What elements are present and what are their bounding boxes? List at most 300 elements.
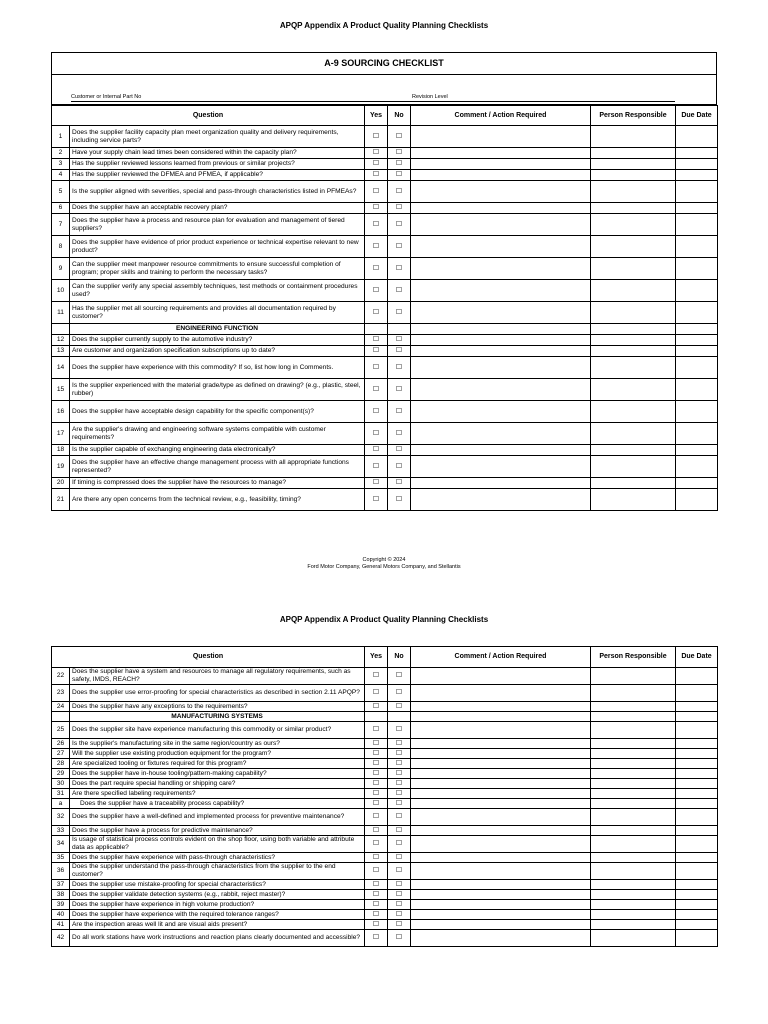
due-date-cell[interactable] bbox=[676, 379, 718, 401]
yes-checkbox[interactable]: ☐ bbox=[365, 379, 388, 401]
part-number-label: Customer or Internal Part No bbox=[71, 94, 142, 100]
question-number: 20 bbox=[52, 478, 70, 489]
comment-cell[interactable] bbox=[411, 214, 591, 236]
yes-checkbox[interactable]: ☐ bbox=[365, 159, 388, 170]
comment-cell[interactable] bbox=[411, 302, 591, 324]
comment-column-header: Comment / Action Required bbox=[411, 106, 591, 126]
due-date-cell[interactable] bbox=[676, 478, 718, 489]
question-number: 8 bbox=[52, 236, 70, 258]
checklist-row bbox=[52, 722, 718, 739]
comment-column-header: Comment / Action Required bbox=[411, 647, 591, 668]
no-checkbox[interactable]: ☐ bbox=[388, 799, 411, 809]
yes-checkbox[interactable]: ☐ bbox=[365, 489, 388, 511]
no-checkbox[interactable]: ☐ bbox=[388, 685, 411, 702]
question-text: Does the supplier have evidence of prior product experience or technical expertise relevant to new product? bbox=[70, 236, 365, 258]
due-date-cell[interactable] bbox=[676, 302, 718, 324]
question-number: 13 bbox=[52, 346, 70, 357]
no-checkbox[interactable]: ☐ bbox=[388, 779, 411, 789]
question-number: 33 bbox=[52, 826, 70, 836]
comment-cell[interactable] bbox=[411, 920, 591, 930]
due-date-cell[interactable] bbox=[676, 779, 718, 789]
due-date-cell[interactable] bbox=[676, 346, 718, 357]
no-checkbox[interactable]: ☐ bbox=[388, 769, 411, 779]
person-responsible-cell[interactable] bbox=[591, 853, 676, 863]
person-responsible-cell[interactable] bbox=[591, 379, 676, 401]
question-text: Does the supplier have experience with pass-through characteristics? bbox=[70, 853, 365, 863]
person-responsible-cell[interactable] bbox=[591, 769, 676, 779]
person-column-header: Person Responsible bbox=[591, 647, 676, 668]
yes-checkbox[interactable]: ☐ bbox=[365, 214, 388, 236]
checklist-row bbox=[52, 769, 718, 779]
comment-cell[interactable] bbox=[411, 379, 591, 401]
person-responsible-cell[interactable] bbox=[591, 668, 676, 685]
due-date-cell[interactable] bbox=[676, 148, 718, 159]
yes-checkbox[interactable]: ☐ bbox=[365, 423, 388, 445]
checklist-row bbox=[52, 759, 718, 769]
person-responsible-cell[interactable] bbox=[591, 126, 676, 148]
section-person-cell bbox=[591, 712, 676, 722]
checklist-row bbox=[52, 826, 718, 836]
yes-checkbox[interactable]: ☐ bbox=[365, 826, 388, 836]
question-text: Does the supplier have experience in high volume production? bbox=[70, 900, 365, 910]
revision-level-field[interactable] bbox=[412, 91, 675, 102]
section-header-row bbox=[52, 324, 718, 335]
due-date-cell[interactable] bbox=[676, 445, 718, 456]
due-date-cell[interactable] bbox=[676, 181, 718, 203]
checklist-row bbox=[52, 258, 718, 280]
person-responsible-cell[interactable] bbox=[591, 722, 676, 739]
yes-checkbox[interactable]: ☐ bbox=[365, 920, 388, 930]
comment-cell[interactable] bbox=[411, 769, 591, 779]
comment-cell[interactable] bbox=[411, 181, 591, 203]
comment-cell[interactable] bbox=[411, 863, 591, 880]
question-number: 4 bbox=[52, 170, 70, 181]
checklist-row bbox=[52, 910, 718, 920]
yes-checkbox[interactable]: ☐ bbox=[365, 445, 388, 456]
no-checkbox[interactable]: ☐ bbox=[388, 379, 411, 401]
comment-cell[interactable] bbox=[411, 401, 591, 423]
yes-checkbox[interactable]: ☐ bbox=[365, 685, 388, 702]
checklist-table-1 bbox=[51, 105, 718, 511]
no-checkbox[interactable]: ☐ bbox=[388, 826, 411, 836]
checklist-row bbox=[52, 159, 718, 170]
person-responsible-cell[interactable] bbox=[591, 170, 676, 181]
comment-cell[interactable] bbox=[411, 779, 591, 789]
checklist-row bbox=[52, 280, 718, 302]
section-title: ENGINEERING FUNCTION bbox=[70, 324, 365, 335]
comment-cell[interactable] bbox=[411, 890, 591, 900]
question-number: 22 bbox=[52, 668, 70, 685]
question-text: Are there specified labeling requirements? bbox=[70, 789, 365, 799]
due-date-cell[interactable] bbox=[676, 739, 718, 749]
part-number-field[interactable] bbox=[71, 91, 414, 102]
checklist-row bbox=[52, 685, 718, 702]
due-date-cell[interactable] bbox=[676, 401, 718, 423]
due-date-cell[interactable] bbox=[676, 863, 718, 880]
no-checkbox[interactable]: ☐ bbox=[388, 920, 411, 930]
no-checkbox[interactable]: ☐ bbox=[388, 702, 411, 712]
question-number: 2 bbox=[52, 148, 70, 159]
person-responsible-cell[interactable] bbox=[591, 214, 676, 236]
no-checkbox[interactable]: ☐ bbox=[388, 668, 411, 685]
yes-checkbox[interactable]: ☐ bbox=[365, 769, 388, 779]
yes-checkbox[interactable]: ☐ bbox=[365, 302, 388, 324]
person-responsible-cell[interactable] bbox=[591, 159, 676, 170]
question-text: Have your supply chain lead times been considered within the capacity plan? bbox=[70, 148, 365, 159]
yes-checkbox[interactable]: ☐ bbox=[365, 456, 388, 478]
comment-cell[interactable] bbox=[411, 900, 591, 910]
question-text: Does the supplier have a system and resources to manage all regulatory requirements, such as safety, IMDS, REACH? bbox=[70, 668, 365, 685]
comment-cell[interactable] bbox=[411, 836, 591, 853]
no-checkbox[interactable]: ☐ bbox=[388, 456, 411, 478]
no-checkbox[interactable]: ☐ bbox=[388, 401, 411, 423]
due-date-cell[interactable] bbox=[676, 769, 718, 779]
no-checkbox[interactable]: ☐ bbox=[388, 148, 411, 159]
yes-checkbox[interactable]: ☐ bbox=[365, 789, 388, 799]
section-due-cell bbox=[676, 712, 718, 722]
question-text: Has the supplier reviewed the DFMEA and PFMEA, if applicable? bbox=[70, 170, 365, 181]
comment-cell[interactable] bbox=[411, 489, 591, 511]
person-responsible-cell[interactable] bbox=[591, 423, 676, 445]
no-checkbox[interactable]: ☐ bbox=[388, 809, 411, 826]
no-checkbox[interactable]: ☐ bbox=[388, 159, 411, 170]
due-date-cell[interactable] bbox=[676, 853, 718, 863]
person-responsible-cell[interactable] bbox=[591, 357, 676, 379]
person-responsible-cell[interactable] bbox=[591, 478, 676, 489]
no-checkbox[interactable]: ☐ bbox=[388, 853, 411, 863]
section-due-cell bbox=[676, 324, 718, 335]
comment-cell[interactable] bbox=[411, 668, 591, 685]
checklist-row bbox=[52, 357, 718, 379]
yes-checkbox[interactable]: ☐ bbox=[365, 478, 388, 489]
person-responsible-cell[interactable] bbox=[591, 900, 676, 910]
due-date-cell[interactable] bbox=[676, 880, 718, 890]
checklist-row bbox=[52, 880, 718, 890]
due-date-cell[interactable] bbox=[676, 335, 718, 346]
question-number: 40 bbox=[52, 910, 70, 920]
yes-checkbox[interactable]: ☐ bbox=[365, 900, 388, 910]
yes-checkbox[interactable]: ☐ bbox=[365, 863, 388, 880]
person-responsible-cell[interactable] bbox=[591, 826, 676, 836]
no-checkbox[interactable]: ☐ bbox=[388, 445, 411, 456]
question-text: Does the supplier have experience with this commodity? If so, list how long in Comments. bbox=[70, 357, 365, 379]
person-responsible-cell[interactable] bbox=[591, 489, 676, 511]
table-header-row bbox=[52, 106, 718, 126]
comment-cell[interactable] bbox=[411, 853, 591, 863]
comment-cell[interactable] bbox=[411, 759, 591, 769]
yes-checkbox[interactable]: ☐ bbox=[365, 335, 388, 346]
no-checkbox[interactable]: ☐ bbox=[388, 203, 411, 214]
yes-checkbox[interactable]: ☐ bbox=[365, 799, 388, 809]
comment-cell[interactable] bbox=[411, 826, 591, 836]
comment-cell[interactable] bbox=[411, 478, 591, 489]
no-checkbox[interactable]: ☐ bbox=[388, 739, 411, 749]
person-responsible-cell[interactable] bbox=[591, 836, 676, 853]
yes-checkbox[interactable]: ☐ bbox=[365, 880, 388, 890]
checklist-row bbox=[52, 779, 718, 789]
comment-cell[interactable] bbox=[411, 236, 591, 258]
due-date-cell[interactable] bbox=[676, 789, 718, 799]
person-responsible-cell[interactable] bbox=[591, 258, 676, 280]
checklist-row bbox=[52, 853, 718, 863]
due-date-cell[interactable] bbox=[676, 900, 718, 910]
question-number: a bbox=[52, 799, 70, 809]
no-checkbox[interactable]: ☐ bbox=[388, 302, 411, 324]
person-responsible-cell[interactable] bbox=[591, 346, 676, 357]
person-responsible-cell[interactable] bbox=[591, 302, 676, 324]
comment-cell[interactable] bbox=[411, 739, 591, 749]
yes-checkbox[interactable]: ☐ bbox=[365, 401, 388, 423]
yes-checkbox[interactable]: ☐ bbox=[365, 126, 388, 148]
question-number: 19 bbox=[52, 456, 70, 478]
no-checkbox[interactable]: ☐ bbox=[388, 910, 411, 920]
question-text: Does the supplier have any exceptions to the requirements? bbox=[70, 702, 365, 712]
section-yes-cell bbox=[365, 712, 388, 722]
yes-checkbox[interactable]: ☐ bbox=[365, 236, 388, 258]
person-responsible-cell[interactable] bbox=[591, 809, 676, 826]
no-checkbox[interactable]: ☐ bbox=[388, 170, 411, 181]
no-checkbox[interactable]: ☐ bbox=[388, 214, 411, 236]
yes-checkbox[interactable]: ☐ bbox=[365, 346, 388, 357]
checklist-row bbox=[52, 702, 718, 712]
yes-checkbox[interactable]: ☐ bbox=[365, 722, 388, 739]
no-checkbox[interactable]: ☐ bbox=[388, 346, 411, 357]
due-date-cell[interactable] bbox=[676, 809, 718, 826]
person-responsible-cell[interactable] bbox=[591, 401, 676, 423]
no-checkbox[interactable]: ☐ bbox=[388, 880, 411, 890]
person-responsible-cell[interactable] bbox=[591, 148, 676, 159]
question-text: Are the supplier's drawing and engineering software systems compatible with customer requirements? bbox=[70, 423, 365, 445]
person-responsible-cell[interactable] bbox=[591, 236, 676, 258]
due-date-cell[interactable] bbox=[676, 423, 718, 445]
question-number: 15 bbox=[52, 379, 70, 401]
due-date-cell[interactable] bbox=[676, 836, 718, 853]
comment-cell[interactable] bbox=[411, 126, 591, 148]
due-date-cell[interactable] bbox=[676, 236, 718, 258]
comment-cell[interactable] bbox=[411, 880, 591, 890]
person-responsible-cell[interactable] bbox=[591, 702, 676, 712]
question-number: 27 bbox=[52, 749, 70, 759]
person-responsible-cell[interactable] bbox=[591, 456, 676, 478]
question-column-header: Question bbox=[52, 647, 365, 668]
person-responsible-cell[interactable] bbox=[591, 280, 676, 302]
section-no-cell bbox=[388, 324, 411, 335]
comment-cell[interactable] bbox=[411, 258, 591, 280]
checklist-row bbox=[52, 335, 718, 346]
question-text: Does the supplier have in-house tooling/pattern-making capability? bbox=[70, 769, 365, 779]
no-checkbox[interactable]: ☐ bbox=[388, 236, 411, 258]
yes-checkbox[interactable]: ☐ bbox=[365, 759, 388, 769]
no-checkbox[interactable]: ☐ bbox=[388, 930, 411, 947]
comment-cell[interactable] bbox=[411, 799, 591, 809]
table-header-row bbox=[52, 647, 718, 668]
no-checkbox[interactable]: ☐ bbox=[388, 357, 411, 379]
due-date-cell[interactable] bbox=[676, 357, 718, 379]
comment-cell[interactable] bbox=[411, 789, 591, 799]
yes-checkbox[interactable]: ☐ bbox=[365, 836, 388, 853]
checklist-row bbox=[52, 668, 718, 685]
yes-checkbox[interactable]: ☐ bbox=[365, 181, 388, 203]
question-number: 23 bbox=[52, 685, 70, 702]
comment-cell[interactable] bbox=[411, 722, 591, 739]
person-responsible-cell[interactable] bbox=[591, 930, 676, 947]
question-number: 7 bbox=[52, 214, 70, 236]
comment-cell[interactable] bbox=[411, 456, 591, 478]
question-number: 37 bbox=[52, 880, 70, 890]
yes-checkbox[interactable]: ☐ bbox=[365, 749, 388, 759]
person-responsible-cell[interactable] bbox=[591, 799, 676, 809]
checklist-row bbox=[52, 930, 718, 947]
question-number: 31 bbox=[52, 789, 70, 799]
due-date-cell[interactable] bbox=[676, 489, 718, 511]
yes-checkbox[interactable]: ☐ bbox=[365, 148, 388, 159]
no-checkbox[interactable]: ☐ bbox=[388, 335, 411, 346]
question-text: Does the supplier have an effective change management process with all appropriate functions represented? bbox=[70, 456, 365, 478]
person-responsible-cell[interactable] bbox=[591, 863, 676, 880]
comment-cell[interactable] bbox=[411, 280, 591, 302]
comment-cell[interactable] bbox=[411, 423, 591, 445]
comment-cell[interactable] bbox=[411, 335, 591, 346]
due-date-cell[interactable] bbox=[676, 910, 718, 920]
person-responsible-cell[interactable] bbox=[591, 789, 676, 799]
person-responsible-cell[interactable] bbox=[591, 779, 676, 789]
comment-cell[interactable] bbox=[411, 809, 591, 826]
yes-checkbox[interactable]: ☐ bbox=[365, 853, 388, 863]
yes-checkbox[interactable]: ☐ bbox=[365, 739, 388, 749]
checklist-row bbox=[52, 863, 718, 880]
no-checkbox[interactable]: ☐ bbox=[388, 789, 411, 799]
comment-cell[interactable] bbox=[411, 685, 591, 702]
person-responsible-cell[interactable] bbox=[591, 890, 676, 900]
yes-checkbox[interactable]: ☐ bbox=[365, 203, 388, 214]
question-number: 35 bbox=[52, 853, 70, 863]
due-date-cell[interactable] bbox=[676, 702, 718, 712]
no-checkbox[interactable]: ☐ bbox=[388, 489, 411, 511]
question-number: 14 bbox=[52, 357, 70, 379]
comment-cell[interactable] bbox=[411, 148, 591, 159]
checklist-row bbox=[52, 236, 718, 258]
person-responsible-cell[interactable] bbox=[591, 335, 676, 346]
no-checkbox[interactable]: ☐ bbox=[388, 126, 411, 148]
comment-cell[interactable] bbox=[411, 346, 591, 357]
checklist-row bbox=[52, 346, 718, 357]
page-header-title: APQP Appendix A Product Quality Planning Checklists bbox=[279, 21, 489, 30]
comment-cell[interactable] bbox=[411, 910, 591, 920]
due-date-cell[interactable] bbox=[676, 456, 718, 478]
section-person-cell bbox=[591, 324, 676, 335]
due-date-cell[interactable] bbox=[676, 668, 718, 685]
due-date-cell[interactable] bbox=[676, 890, 718, 900]
question-number: 10 bbox=[52, 280, 70, 302]
no-checkbox[interactable]: ☐ bbox=[388, 759, 411, 769]
due-date-cell[interactable] bbox=[676, 159, 718, 170]
comment-cell[interactable] bbox=[411, 203, 591, 214]
no-checkbox[interactable]: ☐ bbox=[388, 478, 411, 489]
no-checkbox[interactable]: ☐ bbox=[388, 890, 411, 900]
yes-checkbox[interactable]: ☐ bbox=[365, 702, 388, 712]
person-responsible-cell[interactable] bbox=[591, 920, 676, 930]
checklist-row bbox=[52, 900, 718, 910]
page-header-title-2: APQP Appendix A Product Quality Planning Checklists bbox=[279, 615, 489, 624]
person-responsible-cell[interactable] bbox=[591, 445, 676, 456]
due-date-cell[interactable] bbox=[676, 799, 718, 809]
due-date-cell[interactable] bbox=[676, 258, 718, 280]
comment-cell[interactable] bbox=[411, 702, 591, 712]
person-responsible-cell[interactable] bbox=[591, 685, 676, 702]
due-date-cell[interactable] bbox=[676, 685, 718, 702]
question-text: If timing is compressed does the supplier have the resources to manage? bbox=[70, 478, 365, 489]
due-date-cell[interactable] bbox=[676, 280, 718, 302]
person-responsible-cell[interactable] bbox=[591, 739, 676, 749]
comment-cell[interactable] bbox=[411, 170, 591, 181]
due-date-cell[interactable] bbox=[676, 759, 718, 769]
yes-checkbox[interactable]: ☐ bbox=[365, 258, 388, 280]
yes-checkbox[interactable]: ☐ bbox=[365, 809, 388, 826]
yes-checkbox[interactable]: ☐ bbox=[365, 357, 388, 379]
no-checkbox[interactable]: ☐ bbox=[388, 280, 411, 302]
yes-checkbox[interactable]: ☐ bbox=[365, 280, 388, 302]
no-checkbox[interactable]: ☐ bbox=[388, 900, 411, 910]
due-date-cell[interactable] bbox=[676, 749, 718, 759]
checklist-row bbox=[52, 170, 718, 181]
no-checkbox[interactable]: ☐ bbox=[388, 423, 411, 445]
checklist-row bbox=[52, 148, 718, 159]
question-text: Are specialized tooling or fixtures required for this program? bbox=[70, 759, 365, 769]
copyright-notice bbox=[0, 557, 768, 571]
due-date-cell[interactable] bbox=[676, 203, 718, 214]
yes-checkbox[interactable]: ☐ bbox=[365, 910, 388, 920]
comment-cell[interactable] bbox=[411, 357, 591, 379]
yes-checkbox[interactable]: ☐ bbox=[365, 170, 388, 181]
person-responsible-cell[interactable] bbox=[591, 880, 676, 890]
comment-cell[interactable] bbox=[411, 159, 591, 170]
due-date-cell[interactable] bbox=[676, 930, 718, 947]
person-responsible-cell[interactable] bbox=[591, 910, 676, 920]
due-date-cell[interactable] bbox=[676, 214, 718, 236]
due-date-cell[interactable] bbox=[676, 722, 718, 739]
person-responsible-cell[interactable] bbox=[591, 203, 676, 214]
comment-cell[interactable] bbox=[411, 445, 591, 456]
yes-column-header: Yes bbox=[365, 106, 388, 126]
due-date-cell[interactable] bbox=[676, 920, 718, 930]
yes-checkbox[interactable]: ☐ bbox=[365, 779, 388, 789]
question-text: Do all work stations have work instructions and reaction plans clearly documented and accessible? bbox=[70, 930, 365, 947]
question-text: Does the supplier validate detection systems (e.g., rabbit, reject master)? bbox=[70, 890, 365, 900]
yes-checkbox[interactable]: ☐ bbox=[365, 890, 388, 900]
person-responsible-cell[interactable] bbox=[591, 749, 676, 759]
checklist-row bbox=[52, 126, 718, 148]
section-comment-cell bbox=[411, 712, 591, 722]
no-checkbox[interactable]: ☐ bbox=[388, 181, 411, 203]
person-responsible-cell[interactable] bbox=[591, 181, 676, 203]
section-num-cell bbox=[52, 324, 70, 335]
no-checkbox[interactable]: ☐ bbox=[388, 863, 411, 880]
yes-checkbox[interactable]: ☐ bbox=[365, 668, 388, 685]
due-date-cell[interactable] bbox=[676, 826, 718, 836]
no-checkbox[interactable]: ☐ bbox=[388, 258, 411, 280]
checklist-row bbox=[52, 181, 718, 203]
comment-cell[interactable] bbox=[411, 749, 591, 759]
no-checkbox[interactable]: ☐ bbox=[388, 722, 411, 739]
due-date-cell[interactable] bbox=[676, 170, 718, 181]
question-text: Are customer and organization specification subscriptions up to date? bbox=[70, 346, 365, 357]
due-date-cell[interactable] bbox=[676, 126, 718, 148]
comment-cell[interactable] bbox=[411, 930, 591, 947]
yes-checkbox[interactable]: ☐ bbox=[365, 930, 388, 947]
person-responsible-cell[interactable] bbox=[591, 759, 676, 769]
no-checkbox[interactable]: ☐ bbox=[388, 836, 411, 853]
no-checkbox[interactable]: ☐ bbox=[388, 749, 411, 759]
